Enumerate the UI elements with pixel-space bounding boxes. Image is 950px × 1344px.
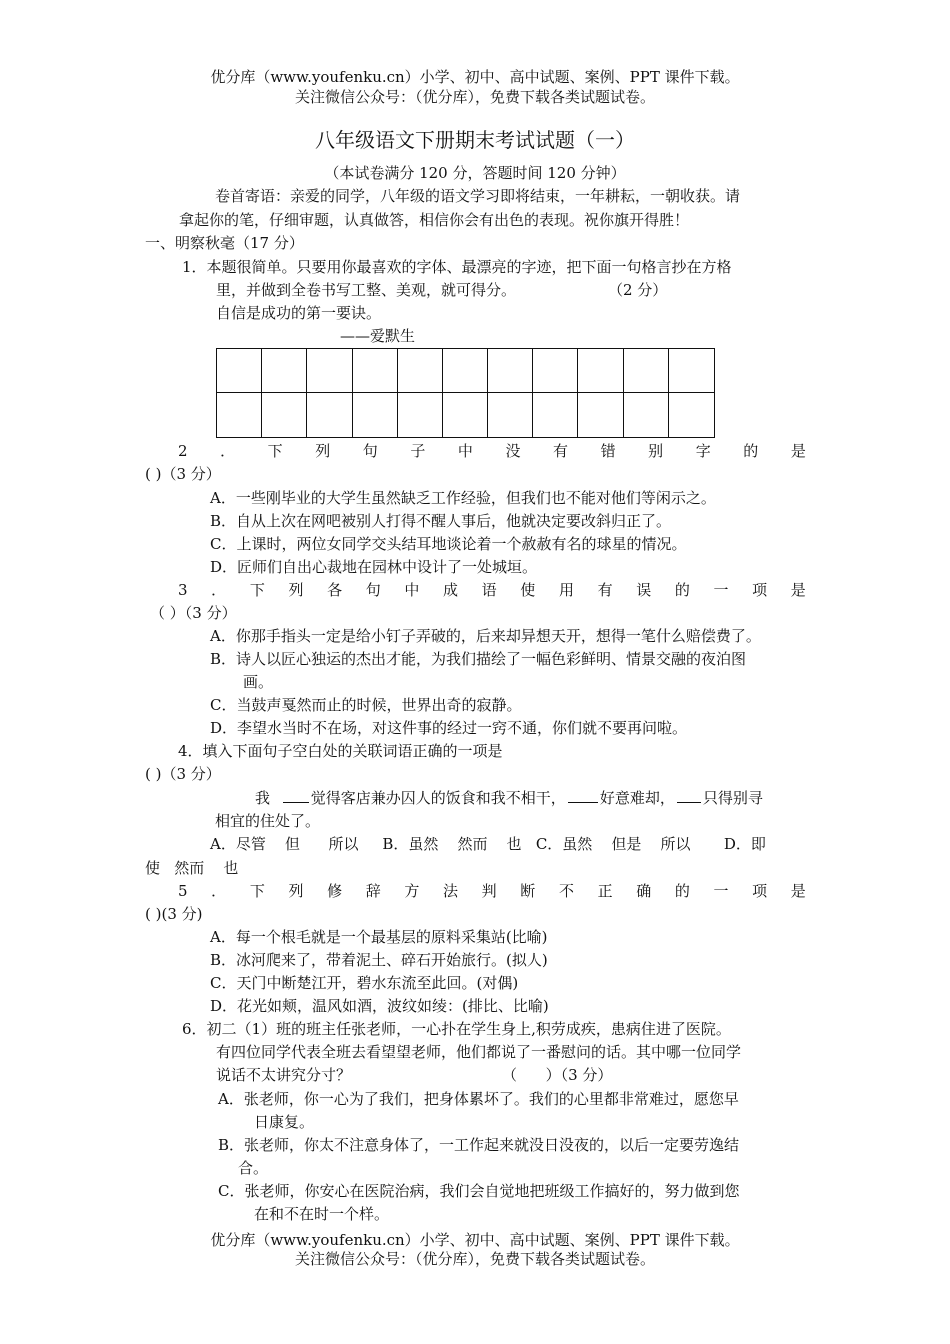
- header-line-2: 关注微信公众号：（优分库），免费下载各类试题试卷。: [294, 88, 655, 106]
- q3-char: 语: [481, 581, 497, 599]
- q4-sentence-part: 我: [255, 789, 271, 807]
- grid-cell[interactable]: [353, 349, 398, 393]
- q4-sentence-cont: 相宜的住处了。: [215, 812, 321, 830]
- fill-blank[interactable]: [677, 787, 701, 803]
- q1-quote: 自信是成功的第一要诀。: [216, 304, 382, 322]
- grid-cell[interactable]: [443, 349, 488, 393]
- q5-stem: [178, 880, 806, 902]
- intro-line-1: 卷首寄语：亲爱的同学，八年级的语文学习即将结束，一年耕耘，一朝收获。请: [215, 187, 741, 205]
- q5-option-b: B．冰河爬来了，带着泥土、碎石开始旅行。(拟人): [210, 951, 548, 969]
- q2-char: 是: [790, 442, 806, 460]
- q5-char: 5: [178, 882, 188, 900]
- q2-char: ．: [220, 442, 236, 460]
- q5-char: 修: [327, 882, 343, 900]
- q1-author: ——爱默生: [340, 327, 416, 345]
- grid-cell[interactable]: [669, 349, 714, 393]
- q1-points: （2 分）: [608, 281, 668, 299]
- grid-cell[interactable]: [443, 393, 488, 437]
- q2-char: 有: [553, 442, 569, 460]
- q2-char: 的: [743, 442, 759, 460]
- q2-option-b: B．自从上次在网吧被别人打得不醒人事后，他就决定要改斜归正了。: [210, 512, 672, 530]
- q2-stem: [178, 440, 806, 462]
- q6-option-b-cont: 合。: [238, 1159, 269, 1177]
- grid-cell[interactable]: [488, 349, 533, 393]
- grid-cell[interactable]: [398, 349, 443, 393]
- q6-line-1: 6．初二（1）班的班主任张老师，一心扑在学生身上,积劳成疾，患病住进了医院。: [182, 1020, 731, 1038]
- q5-char: 下: [249, 882, 265, 900]
- q5-option-d: D．花光如颊，温风如酒，波纹如绫：(排比、比喻): [210, 997, 549, 1015]
- q6-line-3: 说话不太讲究分寸？: [216, 1066, 352, 1084]
- grid-cell[interactable]: [578, 393, 623, 437]
- q3-char: 中: [404, 581, 420, 599]
- q5-char: 列: [288, 882, 304, 900]
- q3-option-c: C．当鼓声戛然而止的时候，世界出奇的寂静。: [210, 696, 522, 714]
- q2-char: 列: [315, 442, 331, 460]
- exam-subtitle: （本试卷满分 120 分，答题时间 120 分钟）: [324, 164, 626, 182]
- q4-bracket: ( )（3 分）: [145, 765, 221, 783]
- q5-char: 判: [481, 882, 497, 900]
- q6-points: （ ）（3 分）: [502, 1066, 613, 1084]
- q3-char: 有: [597, 581, 613, 599]
- q5-char: 是: [790, 882, 806, 900]
- q3-char: 列: [288, 581, 304, 599]
- grid-cell[interactable]: [398, 393, 443, 437]
- q3-option-b-cont: 画。: [243, 673, 274, 691]
- q2-option-c: C．上课时，两位女同学交头结耳地谈论着一个赦赦有名的球星的情况。: [210, 535, 687, 553]
- grid-cell[interactable]: [533, 349, 578, 393]
- q3-char: 使: [520, 581, 536, 599]
- q5-char: 断: [520, 882, 536, 900]
- q2-char: 2: [178, 442, 188, 460]
- q5-char: 一: [713, 882, 729, 900]
- q3-char: 下: [249, 581, 265, 599]
- q3-stem: [178, 579, 806, 601]
- q3-char: 项: [752, 581, 768, 599]
- q5-char: 法: [443, 882, 459, 900]
- q2-option-d: D．匠师们自出心裁地在园林中设计了一处城垣。: [210, 558, 538, 576]
- q2-char: 句: [362, 442, 378, 460]
- grid-cell[interactable]: [307, 349, 352, 393]
- q6-line-2: 有四位同学代表全班去看望望老师，他们都说了一番慰问的话。其中哪一位同学: [216, 1043, 742, 1061]
- grid-cell[interactable]: [533, 393, 578, 437]
- grid-cell[interactable]: [353, 393, 398, 437]
- q4-options: A．尽管 但 所以 B．虽然 然而 也 C．虽然 但是 所以 D．即: [210, 835, 766, 853]
- fill-blank[interactable]: [283, 787, 309, 803]
- q6-option-a-cont: 日康复。: [254, 1113, 315, 1131]
- grid-cell[interactable]: [262, 393, 307, 437]
- q5-bracket: ( )(3 分): [145, 905, 203, 923]
- q4-sentence: [255, 787, 763, 809]
- q3-option-a: A．你那手指头一定是给小钉子弄破的，后来却异想天开，想得一笔什么赔偿费了。: [210, 627, 761, 645]
- q6-option-a: A．张老师，你一心为了我们，把身体累坏了。我们的心里都非常难过，愿您早: [218, 1090, 739, 1108]
- q2-char: 下: [267, 442, 283, 460]
- q5-char: 项: [752, 882, 768, 900]
- grid-cell[interactable]: [262, 349, 307, 393]
- q5-char: 的: [674, 882, 690, 900]
- answer-grid[interactable]: [216, 348, 715, 438]
- q5-char: 确: [636, 882, 652, 900]
- q3-bracket: （ ）（3 分）: [150, 604, 237, 622]
- q5-char: 辞: [365, 882, 381, 900]
- q3-char: 用: [558, 581, 574, 599]
- q1-line-1: 1．本题很简单。只要用你最喜欢的字体、最漂亮的字迹，把下面一句格言抄在方格: [182, 258, 732, 276]
- q4-sentence-part: 觉得客店兼办囚人的饭食和我不相干，: [310, 789, 566, 807]
- q2-char: 没: [505, 442, 521, 460]
- grid-cell[interactable]: [624, 393, 669, 437]
- exam-title: 八年级语文下册期末考试试题（一）: [315, 128, 635, 152]
- q3-char: 3: [178, 581, 188, 599]
- q3-char: 一: [713, 581, 729, 599]
- intro-line-2: 拿起你的笔，仔细审题，认真做答，相信你会有出色的表现。祝你旗开得胜！: [179, 211, 690, 229]
- q2-option-a: A．一些刚毕业的大学生虽然缺乏工作经验，但我们也不能对他们等闲示之。: [210, 489, 716, 507]
- q2-char: 子: [410, 442, 426, 460]
- q3-char: 是: [790, 581, 806, 599]
- q3-char: 各: [327, 581, 343, 599]
- q6-option-b: B．张老师，你太不注意身体了，一工作起来就没日没夜的，以后一定要劳逸结: [218, 1136, 740, 1154]
- q4-line-1: 4．填入下面句子空白处的关联词语正确的一项是: [178, 742, 503, 760]
- fill-blank[interactable]: [568, 787, 598, 803]
- q5-char: ．: [211, 882, 227, 900]
- q6-option-c: C．张老师，你安心在医院治病，我们会自觉地把班级工作搞好的，努力做到您: [218, 1182, 740, 1200]
- q3-char: 误: [636, 581, 652, 599]
- q6-option-c-cont: 在和不在时一个样。: [254, 1205, 390, 1223]
- q2-char: 别: [648, 442, 664, 460]
- q4-sentence-part: 好意难却，: [599, 789, 675, 807]
- q3-char: ．: [211, 581, 227, 599]
- q2-bracket: ( )（3 分）: [145, 465, 221, 483]
- q5-char: 不: [558, 882, 574, 900]
- grid-cell[interactable]: [624, 349, 669, 393]
- q5-char: 方: [404, 882, 420, 900]
- q5-option-a: A．每一个根毛就是一个最基层的原料采集站(比喻): [210, 928, 548, 946]
- q3-char: 成: [443, 581, 459, 599]
- grid-cell[interactable]: [217, 393, 262, 437]
- q3-option-b: B．诗人以匠心独运的杰出才能，为我们描绘了一幅色彩鲜明、情景交融的夜泊图: [210, 650, 747, 668]
- grid-cell[interactable]: [307, 393, 352, 437]
- q2-char: 字: [695, 442, 711, 460]
- grid-cell[interactable]: [578, 349, 623, 393]
- section-1-heading: 一、明察秋毫（17 分）: [145, 234, 304, 252]
- grid-cell[interactable]: [669, 393, 714, 437]
- q2-char: 错: [600, 442, 616, 460]
- header-line-1: 优分库（www.youfenku.cn）小学、初中、高中试题、案例、PPT 课件下载。: [210, 68, 740, 86]
- q4-options-cont: 使 然而 也: [145, 859, 239, 877]
- q4-sentence-part: 只得别寻: [702, 789, 763, 807]
- q5-option-c: C．天门中断楚江开，碧水东流至此回。(对偶): [210, 974, 519, 992]
- footer-line-2: 关注微信公众号：（优分库），免费下载各类试题试卷。: [294, 1250, 655, 1268]
- grid-cell[interactable]: [217, 349, 262, 393]
- q1-line-2: 里，并做到全卷书写工整、美观，就可得分。: [216, 281, 517, 299]
- q5-char: 正: [597, 882, 613, 900]
- q3-char: 句: [365, 581, 381, 599]
- q2-char: 中: [457, 442, 473, 460]
- footer-line-1: 优分库（www.youfenku.cn）小学、初中、高中试题、案例、PPT 课件下载。: [210, 1231, 740, 1249]
- grid-cell[interactable]: [488, 393, 533, 437]
- q3-char: 的: [674, 581, 690, 599]
- q3-option-d: D．李望水当时不在场，对这件事的经过一窍不通，你们就不要再问啦。: [210, 719, 688, 737]
